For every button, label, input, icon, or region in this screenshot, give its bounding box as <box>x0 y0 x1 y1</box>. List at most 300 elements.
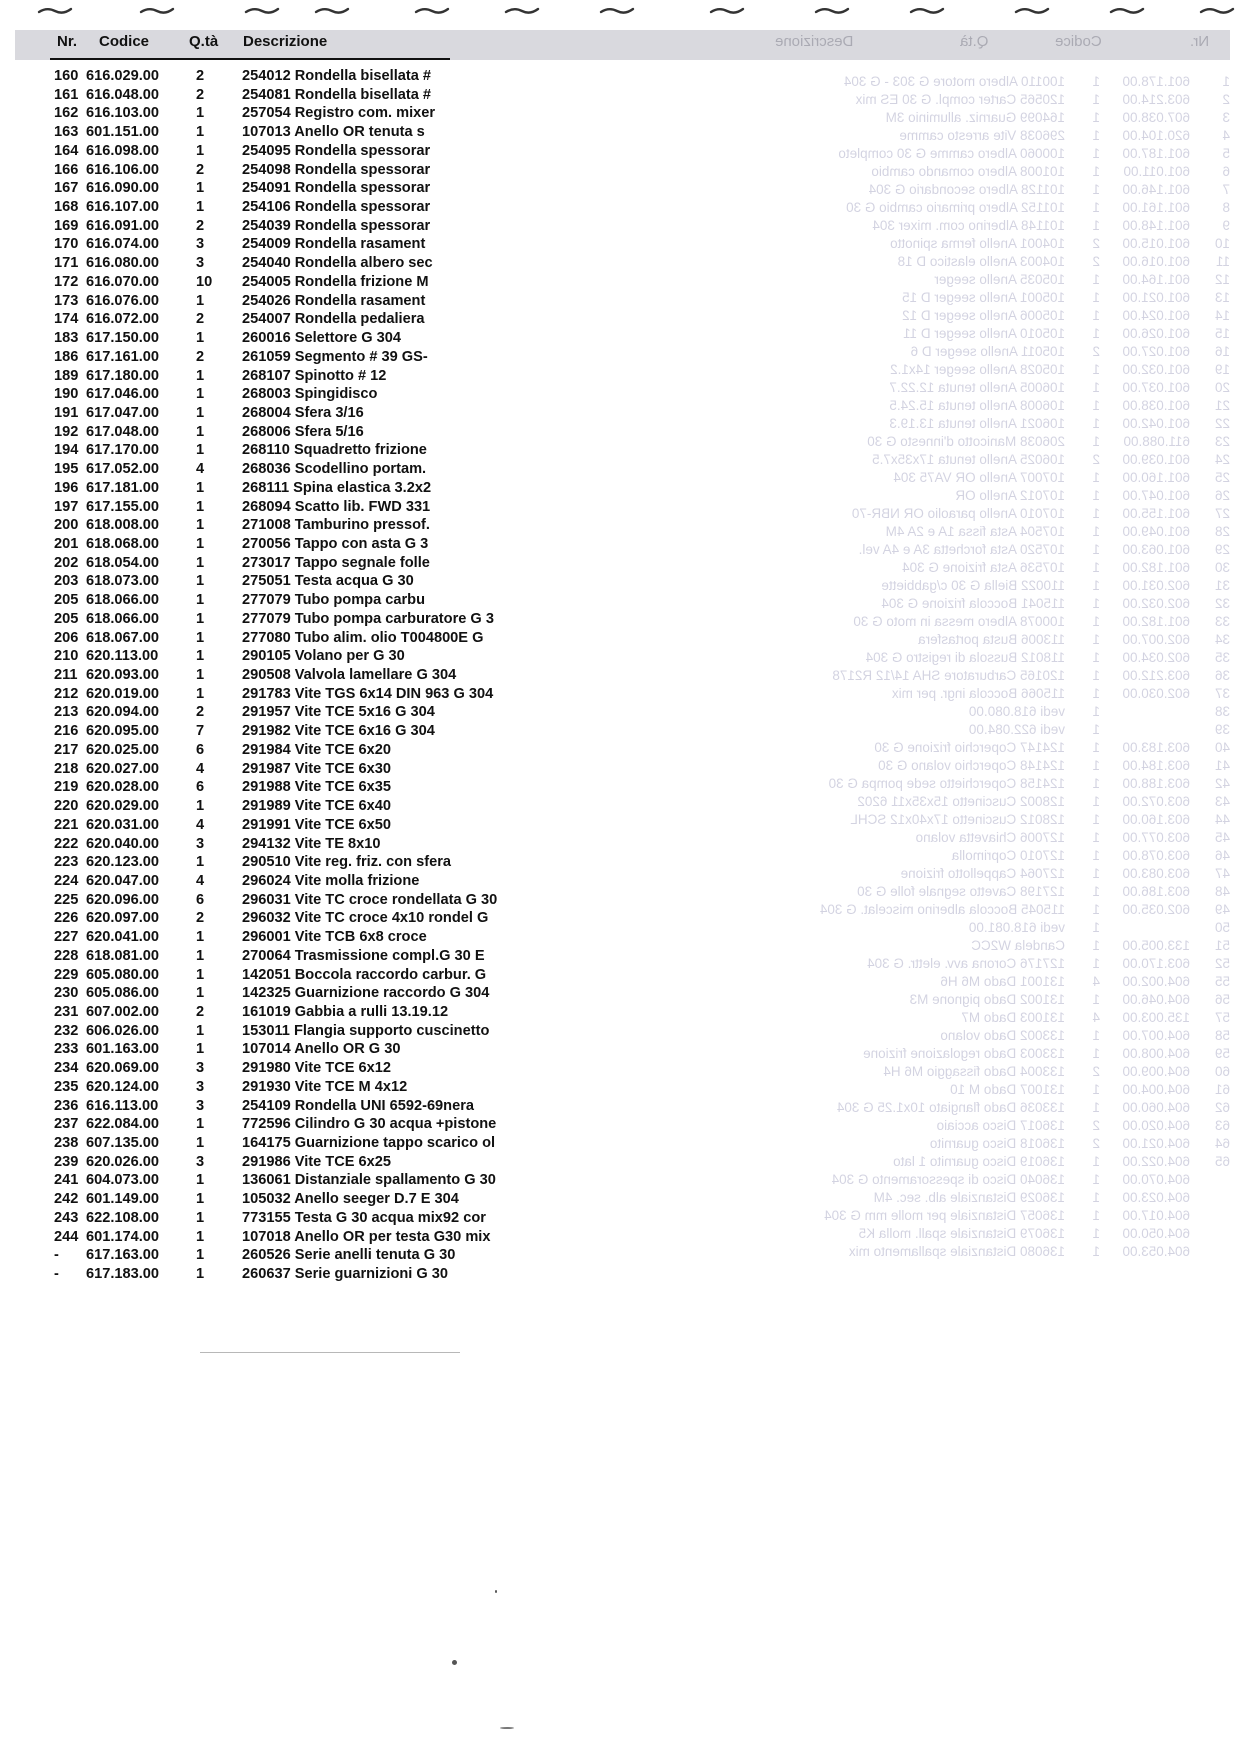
bleed-through-text <box>470 40 1230 1310</box>
bleed-nr: 22 <box>1214 416 1230 431</box>
row-nr: 161 <box>54 86 79 103</box>
bleed-nr: 41 <box>1214 758 1230 773</box>
bleed-qty: 1 <box>1092 758 1100 773</box>
bleed-nr: 20 <box>1214 380 1230 395</box>
row-description: 270064 Trasmissione compl.G 30 E <box>242 947 485 964</box>
row-description: 291957 Vite TCE 5x16 G 304 <box>242 704 435 721</box>
binder-mark <box>710 6 744 16</box>
row-nr: 166 <box>54 161 79 178</box>
row-description: 107013 Anello OR tenuta s <box>242 124 425 141</box>
row-code: 622.108.00 <box>86 1209 160 1226</box>
row-nr: 197 <box>54 498 79 515</box>
row-description: 290508 Valvola lamellare G 304 <box>242 667 457 684</box>
row-qty: 3 <box>196 1078 205 1095</box>
row-qty: 1 <box>196 479 205 496</box>
table-row <box>0 180 460 199</box>
bleed-qty: 1 <box>1092 794 1100 809</box>
bleed-code: 135.003.00 <box>1122 1010 1190 1025</box>
bleed-code: 601.016.00 <box>1122 254 1190 269</box>
bleed-code: 601.026.00 <box>1122 326 1190 341</box>
bleed-code: 601.146.00 <box>1122 182 1190 197</box>
row-description: 291986 Vite TCE 6x25 <box>242 1153 392 1170</box>
row-description: 261059 Segmento # 39 GS- <box>242 348 428 365</box>
row-description: 773155 Testa G 30 acqua mix92 cor <box>242 1209 486 1226</box>
row-description: 142325 Guarnizione raccordo G 304 <box>242 985 490 1002</box>
row-qty: 1 <box>196 386 205 403</box>
row-nr: 186 <box>54 348 79 365</box>
bleed-desc: 105006 Anello seeger D 12 <box>902 308 1065 323</box>
bleed-desc: 107504 Asta fissa 1A e 2A 4M <box>885 524 1065 539</box>
bleed-desc: 133002 Dado volano <box>940 1028 1065 1043</box>
row-description: 290510 Vite reg. friz. con sfera <box>242 854 452 871</box>
row-nr: 224 <box>54 872 79 889</box>
row-qty: 4 <box>196 872 205 889</box>
bleed-nr: 24 <box>1214 452 1230 467</box>
table-row <box>0 236 460 255</box>
bleed-code: 603.212.00 <box>1122 668 1190 683</box>
row-code: 617.150.00 <box>86 330 160 347</box>
header-nr: Nr. <box>57 33 78 50</box>
row-nr: 202 <box>54 554 79 571</box>
table-row <box>0 742 460 761</box>
header-qty: Q.tà <box>189 33 219 50</box>
row-code: 618.068.00 <box>86 536 160 552</box>
row-code: 618.066.00 <box>86 592 160 609</box>
bleed-desc: 136018 Disco guarnito <box>929 1136 1065 1151</box>
row-nr: 243 <box>54 1209 79 1226</box>
row-nr: 242 <box>54 1191 79 1208</box>
bleed-qty: 1 <box>1092 1154 1100 1169</box>
mirror-header-description: Descrizione <box>775 33 854 50</box>
bleed-qty: 1 <box>1092 1172 1100 1187</box>
bleed-desc: 101008 Albero comando cambio <box>871 164 1065 179</box>
row-code: 601.163.00 <box>86 1041 160 1058</box>
bleed-code: 601.024.00 <box>1122 308 1190 323</box>
row-qty: 3 <box>196 1060 205 1077</box>
bleed-qty: 1 <box>1092 470 1100 485</box>
bleed-code: 620.104.00 <box>1122 128 1190 143</box>
row-code: 605.080.00 <box>86 966 160 983</box>
bleed-nr: 5 <box>1222 146 1230 161</box>
table-row <box>0 255 460 274</box>
bleed-qty: 1 <box>1092 146 1100 161</box>
row-qty: 1 <box>196 1228 205 1245</box>
bleed-nr: 50 <box>1214 920 1230 935</box>
bleed-nr: 32 <box>1214 596 1230 611</box>
binder-mark <box>415 6 449 16</box>
row-nr: 210 <box>54 648 79 665</box>
table-row <box>0 761 460 780</box>
bleed-qty: 1 <box>1092 884 1100 899</box>
bleed-code: 604.046.00 <box>1122 992 1190 1007</box>
row-description: 260016 Selettore G 304 <box>242 330 402 347</box>
bleed-desc: 136079 Distanziale spall. molla K5 <box>858 1226 1065 1241</box>
row-nr: 220 <box>54 798 79 815</box>
bleed-nr: 37 <box>1214 686 1230 701</box>
bleed-code: 604.002.00 <box>1122 974 1190 989</box>
binder-marks <box>0 0 1240 30</box>
binder-mark <box>245 6 279 16</box>
table-row <box>0 1209 486 1229</box>
row-description: 254040 Rondella albero sec <box>242 255 433 272</box>
bleed-desc: 107536 Asta frizione G 304 <box>902 560 1065 575</box>
bleed-qty: 2 <box>1092 254 1100 269</box>
row-qty: 1 <box>196 854 205 871</box>
row-qty: 1 <box>196 554 205 571</box>
row-description: 296032 Vite TC croce 4x10 rondel G <box>242 910 489 927</box>
bleed-qty: 1 <box>1092 650 1100 665</box>
row-description: 268110 Squadretto frizione <box>242 442 427 459</box>
bleed-qty: 1 <box>1092 542 1100 557</box>
row-description: 268094 Scatto lib. FWD 331 <box>242 498 431 515</box>
table-row <box>0 555 460 574</box>
bleed-nr: 46 <box>1214 848 1230 863</box>
bleed-qty: 1 <box>1092 1244 1100 1259</box>
row-code: 616.074.00 <box>86 236 160 253</box>
table-row <box>0 573 460 592</box>
row-description: 277080 Tubo alim. olio T004800E G <box>242 629 484 646</box>
row-description: 254009 Rondella rasament <box>242 236 426 253</box>
row-code: 620.093.00 <box>86 667 160 684</box>
row-nr: 228 <box>54 947 79 964</box>
bleed-desc: 105010 Anello seeger D 11 <box>903 326 1065 341</box>
row-qty: 1 <box>196 180 205 197</box>
bleed-nr: 44 <box>1214 812 1230 827</box>
bleed-desc: 101128 Albero secondario G 304 <box>868 182 1065 197</box>
bleed-desc: 115045 Boccola alberino miscelat. G 304 <box>819 902 1065 917</box>
table-row <box>0 685 494 705</box>
row-qty: 3 <box>196 1153 205 1170</box>
row-code: 620.041.00 <box>86 929 160 946</box>
row-nr: 219 <box>54 779 79 796</box>
bleed-desc: 128012 Cuscinetto 17x40x12 SCHL <box>850 812 1065 827</box>
bleed-desc: 131003 Dado M7 <box>961 1010 1065 1025</box>
row-code: 618.067.00 <box>86 629 160 646</box>
bleed-qty: 1 <box>1092 560 1100 575</box>
row-qty: 1 <box>196 1116 205 1133</box>
bleed-nr: 57 <box>1214 1010 1230 1025</box>
row-description: 291980 Vite TCE 6x12 <box>242 1060 392 1077</box>
row-qty: 1 <box>196 798 205 815</box>
row-nr: 232 <box>54 1022 79 1039</box>
table-row <box>0 1135 496 1154</box>
row-nr: 222 <box>54 835 79 852</box>
bleed-desc: 131001 Dado M6 H6 <box>940 974 1065 989</box>
bleed-desc: 136080 Distanziale spallamento mix <box>848 1244 1065 1259</box>
row-nr: 206 <box>54 629 79 646</box>
bleed-qty: 1 <box>1092 1028 1100 1043</box>
row-code: 618.054.00 <box>86 554 160 571</box>
row-code: 617.181.00 <box>86 479 160 496</box>
row-code: 620.097.00 <box>86 910 160 927</box>
row-qty: 1 <box>196 592 205 609</box>
bleed-code: 604.007.00 <box>1122 1028 1190 1043</box>
bleed-desc: 105028 Anello seeger 14x1.2 <box>890 362 1065 377</box>
row-code: 616.107.00 <box>86 199 160 216</box>
bleed-qty: 1 <box>1092 848 1100 863</box>
bleed-desc: 110022 Biella G 30 c/gabbiette <box>881 578 1065 593</box>
row-nr: 238 <box>54 1135 79 1152</box>
row-code: 616.106.00 <box>86 161 160 178</box>
bleed-nr: 28 <box>1214 524 1230 539</box>
binder-mark <box>315 6 349 16</box>
bleed-nr: 23 <box>1214 434 1230 449</box>
bleed-qty: 1 <box>1092 992 1100 1007</box>
bleed-code: 601.047.00 <box>1122 488 1190 503</box>
row-nr: 229 <box>54 966 79 983</box>
bleed-code: 602.030.00 <box>1122 686 1190 701</box>
table-row <box>0 311 460 330</box>
row-code: 618.066.00 <box>86 610 160 627</box>
row-nr: 205 <box>54 592 79 609</box>
row-code: 616.076.00 <box>86 292 160 309</box>
row-qty: 3 <box>196 255 205 272</box>
bleed-code: 133.005.00 <box>1122 938 1190 953</box>
bleed-qty: 1 <box>1092 200 1100 215</box>
bleed-code: 607.038.00 <box>1122 110 1190 125</box>
bleed-nr: 55 <box>1214 974 1230 989</box>
row-description: 254012 Rondella bisellata # <box>242 68 432 84</box>
row-code: 617.180.00 <box>86 367 160 384</box>
bleed-nr: 6 <box>1222 164 1230 179</box>
header-underline <box>50 58 450 60</box>
bleed-nr: 65 <box>1214 1154 1230 1169</box>
row-nr: 221 <box>54 816 79 833</box>
table-row <box>0 461 460 480</box>
binder-mark <box>1110 6 1144 16</box>
row-qty: 4 <box>196 816 205 833</box>
table-row <box>0 1097 475 1117</box>
row-description: 291930 Vite TCE M 4x12 <box>242 1078 408 1095</box>
row-code: 617.047.00 <box>86 404 160 421</box>
row-qty: 1 <box>196 1247 205 1264</box>
bleed-qty: 1 <box>1092 398 1100 413</box>
row-code: 601.149.00 <box>86 1191 160 1208</box>
row-description: 275051 Testa acqua G 30 <box>242 573 414 590</box>
bleed-desc: 124147 Coperchio frizione G 30 <box>874 740 1065 755</box>
row-description: 270056 Tappo con asta G 3 <box>242 536 429 552</box>
row-code: 620.113.00 <box>86 648 159 665</box>
mirror-header-nr: Nr. <box>1190 33 1210 50</box>
row-nr: 235 <box>54 1078 79 1095</box>
row-qty: 2 <box>196 68 205 84</box>
row-description: 291989 Vite TCE 6x40 <box>242 798 392 815</box>
bleed-nr: 56 <box>1214 992 1230 1007</box>
bleed-code: 602.035.00 <box>1122 902 1190 917</box>
bleed-nr: 60 <box>1214 1064 1230 1079</box>
row-nr: 174 <box>54 311 79 328</box>
row-qty: 6 <box>196 891 205 908</box>
row-qty: 1 <box>196 517 205 534</box>
binder-mark <box>815 6 849 16</box>
bleed-code: 601.148.00 <box>1122 218 1190 233</box>
bleed-nr: 29 <box>1214 542 1230 557</box>
bleed-code: 601.015.00 <box>1122 236 1190 251</box>
row-description: 257054 Registro com. mixer <box>242 105 436 122</box>
row-code: 617.155.00 <box>86 498 160 515</box>
bleed-qty: 1 <box>1092 740 1100 755</box>
table-row <box>0 293 460 312</box>
row-qty: 1 <box>196 629 205 646</box>
row-nr: 237 <box>54 1116 79 1133</box>
row-qty: 1 <box>196 947 205 964</box>
speck <box>452 1660 457 1665</box>
bleed-desc: 136017 Disco acciaio <box>936 1118 1065 1133</box>
table-row <box>0 68 460 87</box>
bleed-desc: 105035 Anello seeger <box>934 272 1065 287</box>
row-qty: 1 <box>196 142 205 159</box>
row-nr: - <box>54 1247 59 1264</box>
row-nr: 183 <box>54 330 79 347</box>
row-nr: 233 <box>54 1041 79 1058</box>
bleed-qty: 1 <box>1092 434 1100 449</box>
bleed-nr: 10 <box>1214 236 1230 251</box>
bleed-desc: 136057 Distanziale per molle mm G 304 <box>824 1208 1065 1223</box>
row-code: 618.008.00 <box>86 517 160 534</box>
row-nr: 230 <box>54 985 79 1002</box>
row-code: 617.163.00 <box>86 1247 160 1264</box>
row-code: 616.029.00 <box>86 68 160 84</box>
row-code: 620.027.00 <box>86 760 160 777</box>
bleed-qty: 1 <box>1092 308 1100 323</box>
bleed-nr: 1 <box>1222 74 1230 89</box>
table-row <box>0 199 460 218</box>
row-code: 620.026.00 <box>86 1153 160 1170</box>
row-nr: 205 <box>54 610 79 627</box>
bleed-desc: 107520 Asta forchetta 3A e 4A vel. <box>858 542 1065 557</box>
row-description: 136061 Distanziale spallamento G 30 <box>242 1172 496 1189</box>
table-row <box>0 536 460 555</box>
bleed-code: 602.007.00 <box>1122 632 1190 647</box>
bleed-code: 601.063.00 <box>1122 542 1190 557</box>
bleed-nr: 21 <box>1214 398 1230 413</box>
row-nr: 216 <box>54 723 79 740</box>
bleed-code: 601.011.00 <box>1123 164 1190 179</box>
row-description: 254109 Rondella UNI 6592-69nera <box>242 1097 475 1114</box>
row-description: 254081 Rondella bisellata # <box>242 86 432 103</box>
bleed-qty: 1 <box>1092 1100 1100 1115</box>
bleed-code: 601.182.00 <box>1122 560 1190 575</box>
table-row <box>0 966 487 986</box>
bleed-qty: 1 <box>1092 1190 1100 1205</box>
bleed-nr: 3 <box>1222 110 1230 125</box>
table-row <box>0 517 460 536</box>
row-code: 620.040.00 <box>86 835 160 852</box>
table-row <box>0 817 460 836</box>
row-nr: 231 <box>54 1004 79 1020</box>
row-qty: 2 <box>196 311 205 328</box>
bleed-nr: 49 <box>1214 902 1230 917</box>
table-row <box>0 424 460 443</box>
bleed-desc: 104003 Anello elastico D 18 <box>897 254 1065 269</box>
row-description: 268003 Spingidisco <box>242 386 378 403</box>
row-code: 617.161.00 <box>86 348 160 365</box>
table-row <box>0 873 460 892</box>
bleed-desc: 131007 Dado M 10 <box>950 1082 1065 1097</box>
table-row <box>0 1154 460 1173</box>
bleed-desc: 128002 Cuscinetto 15x35x11 6202 <box>857 794 1065 809</box>
row-qty: 1 <box>196 536 205 552</box>
bleed-qty: 1 <box>1092 110 1100 125</box>
bleed-qty: 1 <box>1092 272 1100 287</box>
row-code: 620.019.00 <box>86 685 160 702</box>
bleed-desc: 296038 Vite arresto camme <box>899 128 1065 143</box>
bleed-code: 604.008.00 <box>1122 1046 1190 1061</box>
bleed-qty: 4 <box>1092 1010 1100 1025</box>
row-code: 616.090.00 <box>86 180 160 197</box>
bleed-qty: 1 <box>1092 488 1100 503</box>
bleed-code: 604.060.00 <box>1122 1100 1190 1115</box>
bleed-desc: 120565 Carter compl. G 30 ES mix <box>855 92 1065 107</box>
bleed-code: 601.027.00 <box>1122 344 1190 359</box>
table-row <box>0 854 460 873</box>
bleed-desc: 105001 Anello seeger D 15 <box>902 290 1065 305</box>
binder-mark <box>1015 6 1049 16</box>
bleed-nr: 42 <box>1214 776 1230 791</box>
table-row <box>0 87 460 106</box>
row-code: 620.029.00 <box>86 798 160 815</box>
bleed-qty: 1 <box>1092 1046 1100 1061</box>
table-row <box>0 349 460 368</box>
bleed-nr: 52 <box>1214 956 1230 971</box>
table-row <box>0 929 460 948</box>
bleed-desc: 118012 Bussola di registro G 304 <box>865 650 1065 665</box>
bleed-desc: 136040 Disco di spessoramento G 304 <box>831 1172 1065 1187</box>
row-nr: 172 <box>54 273 79 290</box>
table-row <box>0 667 460 686</box>
bleed-qty: 4 <box>1092 974 1100 989</box>
bleed-code: 601.161.00 <box>1122 200 1190 215</box>
table-row <box>0 779 460 798</box>
bleed-desc: 124148 Coperchio volano G 30 <box>878 758 1065 773</box>
row-qty: 1 <box>196 667 205 684</box>
table-row <box>0 910 489 929</box>
row-qty: 1 <box>196 1135 205 1152</box>
bleed-qty: 2 <box>1092 1064 1100 1079</box>
row-code: 620.096.00 <box>86 891 160 908</box>
header-code: Codice <box>99 33 150 50</box>
row-description: 254106 Rondella spessorar <box>242 199 431 216</box>
bleed-code: 601.164.00 <box>1122 272 1190 287</box>
bleed-code: 603.186.00 <box>1122 884 1190 899</box>
row-nr: 212 <box>54 685 79 702</box>
bleed-qty: 1 <box>1092 938 1100 953</box>
row-code: 616.072.00 <box>86 311 160 328</box>
row-nr: 244 <box>54 1228 79 1245</box>
bleed-desc: 100078 Albero messa in moto G 30 <box>853 614 1065 629</box>
row-code: 607.135.00 <box>86 1135 160 1152</box>
bleed-nr: 48 <box>1214 884 1230 899</box>
row-description: 291982 Vite TCE 6x16 G 304 <box>242 723 435 740</box>
bleed-nr: 9 <box>1222 218 1230 233</box>
row-qty: 1 <box>196 1022 205 1039</box>
bleed-qty: 1 <box>1092 380 1100 395</box>
bleed-code: 603.072.00 <box>1122 794 1190 809</box>
row-nr: 162 <box>54 105 79 122</box>
row-code: 616.113.00 <box>86 1097 159 1114</box>
table-row <box>0 1060 460 1079</box>
row-qty: 6 <box>196 779 205 796</box>
bleed-nr: 58 <box>1214 1028 1230 1043</box>
bleed-nr: 36 <box>1214 668 1230 683</box>
row-code: 616.080.00 <box>86 255 160 272</box>
bleed-code: 603.183.00 <box>1122 740 1190 755</box>
row-qty: 1 <box>196 1266 205 1283</box>
row-nr: 194 <box>54 442 79 459</box>
table-row <box>0 891 498 911</box>
row-qty: 2 <box>196 348 205 365</box>
row-nr: 217 <box>54 741 79 758</box>
